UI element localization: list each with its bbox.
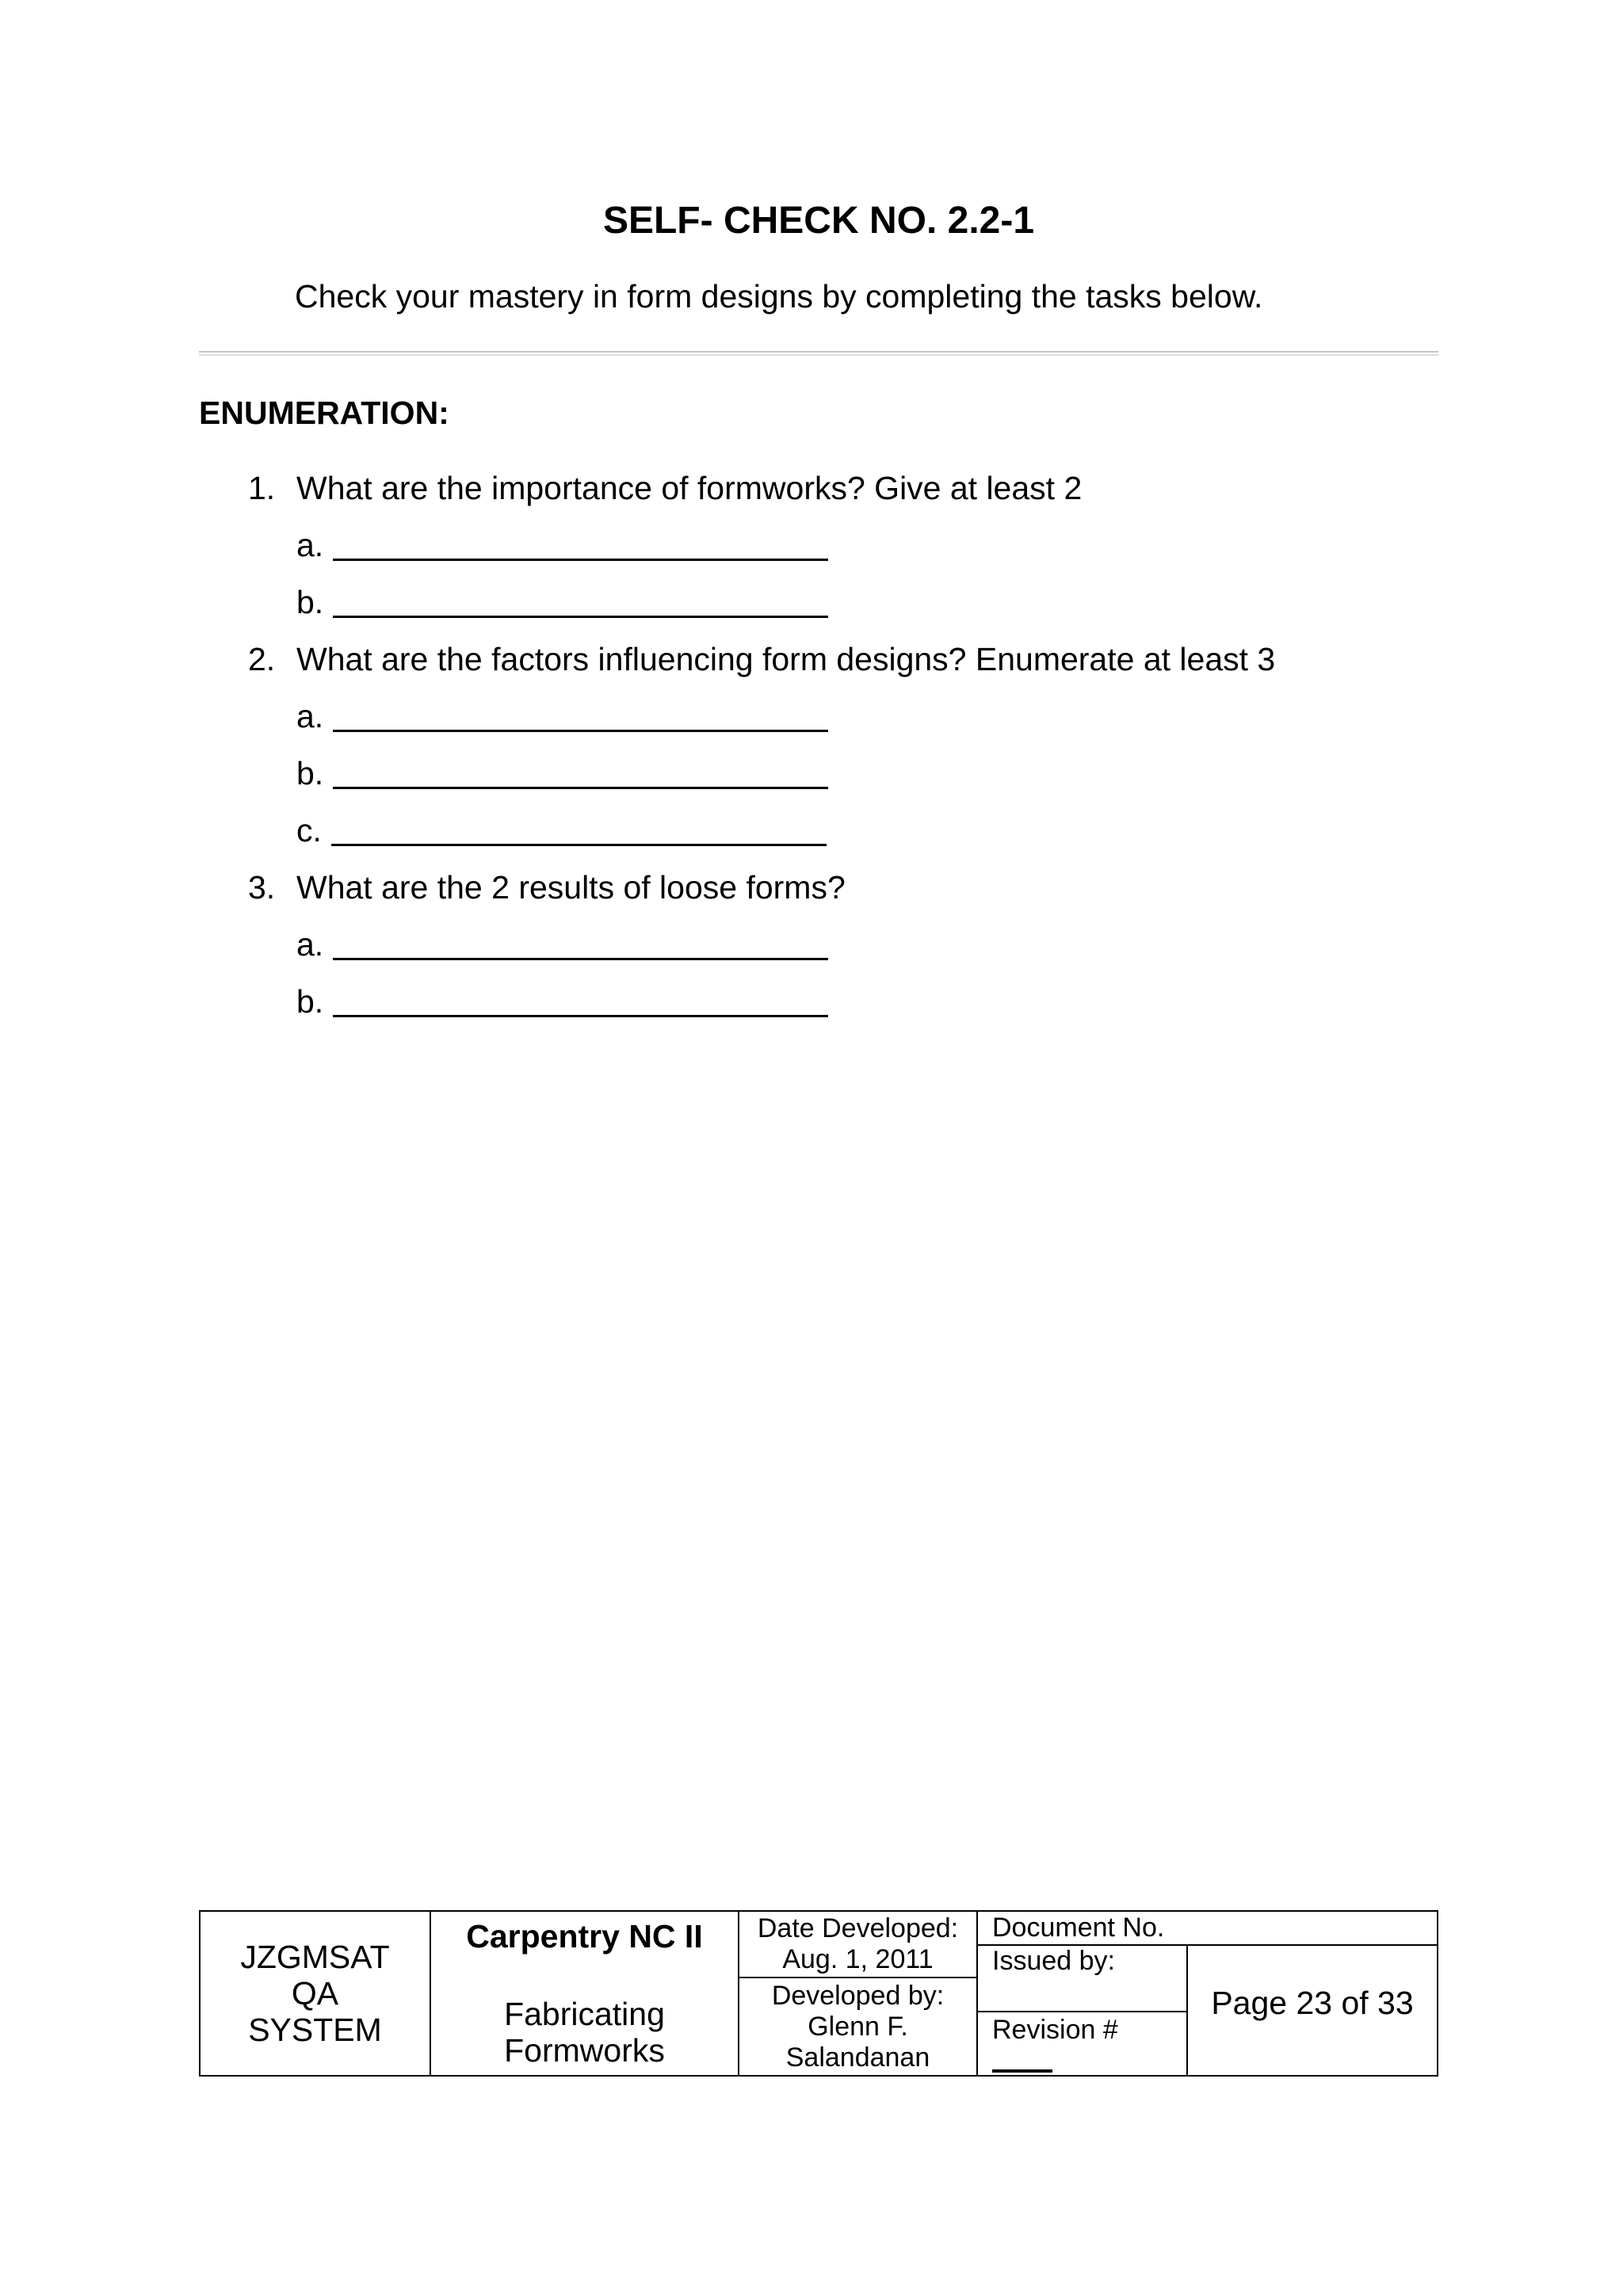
answer-blank-line bbox=[333, 730, 828, 732]
question-text: What are the importance of formworks? Give at least 2 bbox=[296, 470, 1083, 506]
issued-by-cell bbox=[976, 1944, 1188, 2012]
question-1 bbox=[199, 460, 1438, 517]
question-number: 2. bbox=[248, 641, 276, 677]
revision-blank-line bbox=[992, 2069, 1052, 2073]
question-2 bbox=[199, 631, 1438, 688]
answer-row bbox=[199, 517, 1438, 574]
answer-blank-line bbox=[331, 844, 827, 846]
document-no-cell bbox=[976, 1910, 1438, 1946]
revision-label: Revision # bbox=[992, 2015, 1118, 2045]
answer-row bbox=[199, 574, 1438, 631]
question-number: 3. bbox=[248, 869, 276, 906]
date-developed-value: Aug. 1, 2011 bbox=[782, 1944, 934, 1974]
course-cell bbox=[430, 1910, 739, 2077]
date-developed-label: Date Developed: bbox=[757, 1913, 959, 1943]
section-heading: ENUMERATION: bbox=[199, 395, 449, 431]
footer-table bbox=[199, 1910, 1438, 2077]
page-number-cell bbox=[1186, 1944, 1438, 2077]
question-text: What are the factors influencing form designs? Enumerate at least 3 bbox=[296, 641, 1276, 677]
question-list bbox=[199, 460, 1438, 1030]
module-title: Fabricating Formworks bbox=[504, 1996, 665, 2069]
answer-row bbox=[199, 688, 1438, 745]
question-3 bbox=[199, 859, 1438, 916]
answer-letter: a. bbox=[296, 926, 324, 963]
answer-blank-line bbox=[333, 559, 828, 561]
date-developed-cell bbox=[738, 1910, 978, 1978]
answer-blank-line bbox=[333, 787, 828, 789]
answer-row bbox=[199, 802, 1438, 859]
answer-row bbox=[199, 916, 1438, 973]
answer-letter: c. bbox=[296, 812, 322, 849]
answer-letter: b. bbox=[296, 983, 324, 1020]
institution-cell bbox=[199, 1910, 431, 2077]
qualification-title: Carpentry NC II bbox=[466, 1918, 703, 1955]
answer-row bbox=[199, 745, 1438, 802]
developed-by-value: Glenn F. Salandanan bbox=[785, 2011, 930, 2073]
answer-letter: b. bbox=[296, 755, 324, 791]
answer-letter: a. bbox=[296, 527, 324, 563]
answer-letter: b. bbox=[296, 584, 324, 620]
revision-cell bbox=[976, 2011, 1188, 2077]
question-text: What are the 2 results of loose forms? bbox=[296, 869, 846, 906]
answer-blank-line bbox=[333, 616, 828, 618]
document-no-label: Document No. bbox=[992, 1913, 1165, 1943]
page-number: Page 23 of 33 bbox=[1211, 1984, 1414, 2021]
answer-letter: a. bbox=[296, 698, 324, 734]
developed-by-label: Developed by: bbox=[771, 1980, 945, 2011]
instruction-text: Check your mastery in form designs by completing the tasks below. bbox=[295, 278, 1263, 315]
institution-name: JZGMSAT QA SYSTEM bbox=[240, 1939, 390, 2048]
answer-blank-line bbox=[333, 958, 828, 960]
developed-by-cell bbox=[738, 1977, 978, 2077]
page-title: SELF- CHECK NO. 2.2-1 bbox=[602, 200, 1035, 242]
question-number: 1. bbox=[248, 470, 276, 506]
answer-blank-line bbox=[333, 1015, 828, 1017]
answer-row bbox=[199, 973, 1438, 1030]
horizontal-divider bbox=[199, 351, 1438, 356]
issued-by-label: Issued by: bbox=[992, 1946, 1115, 1976]
